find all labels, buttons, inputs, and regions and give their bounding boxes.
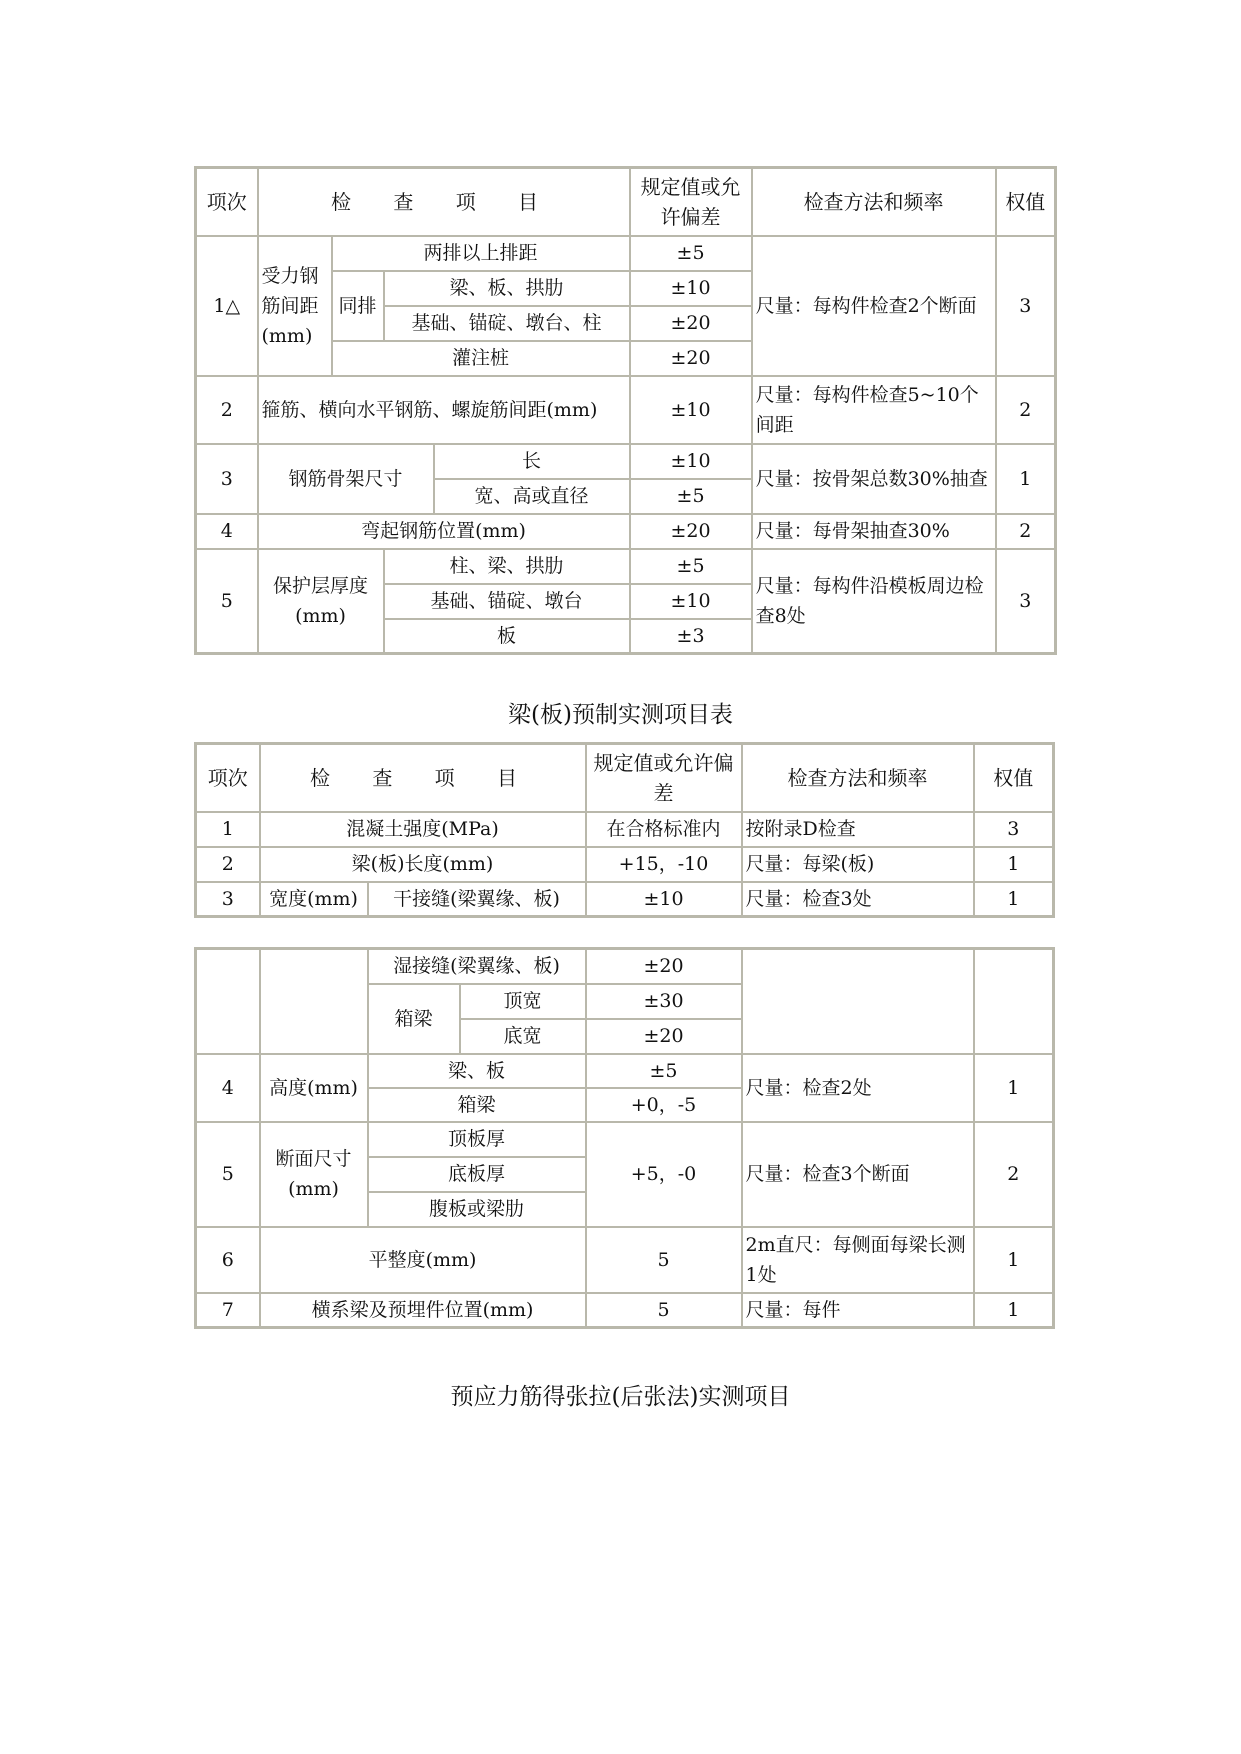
- sub-item: 顶板厚: [368, 1122, 586, 1157]
- sub-item: 基础、锚碇、墩台、柱: [384, 306, 630, 341]
- sub-item: 两排以上排距: [332, 236, 630, 271]
- allowed-value: 5: [586, 1293, 742, 1328]
- allowed-value: ±20: [630, 341, 752, 376]
- weight: 1: [974, 1054, 1054, 1122]
- weight-empty: [974, 949, 1054, 1054]
- sub-item: 板: [384, 619, 630, 654]
- check-method: 尺量：每梁(板): [742, 847, 974, 882]
- allowed-value: ±5: [630, 236, 752, 271]
- weight: 1: [974, 847, 1054, 882]
- allowed-value: ±10: [630, 584, 752, 619]
- check-method: 尺量：每骨架抽查30%: [752, 514, 996, 549]
- weight: 2: [996, 514, 1056, 549]
- header-item-no: 项次: [196, 744, 260, 812]
- weight: 1: [974, 1293, 1054, 1328]
- row-number: 7: [196, 1293, 260, 1328]
- allowed-value: 5: [586, 1227, 742, 1293]
- check-item: 梁(板)长度(mm): [260, 847, 586, 882]
- check-method: 尺量：检查3处: [742, 882, 974, 917]
- allowed-value: ±30: [586, 984, 742, 1019]
- check-method-empty: [742, 949, 974, 1054]
- row-number: 3: [196, 882, 260, 917]
- weight: 2: [974, 1122, 1054, 1227]
- sub-item: 梁、板: [368, 1054, 586, 1088]
- weight: 1: [974, 1227, 1054, 1293]
- row-number: 5: [196, 1122, 260, 1227]
- check-method: 尺量：每构件检查5~10个间距: [752, 376, 996, 444]
- row-number: 2: [196, 847, 260, 882]
- check-item: 弯起钢筋位置(mm): [258, 514, 630, 549]
- weight: 1: [996, 444, 1056, 514]
- group-label: 受力钢筋间距(mm): [258, 236, 332, 376]
- sub-item: 底宽: [460, 1019, 586, 1054]
- weight: 2: [996, 376, 1056, 444]
- caption-precast-beam: 梁(板)预制实测项目表: [508, 702, 733, 728]
- check-method: 尺量：检查3个断面: [742, 1122, 974, 1227]
- sub-item: 顶宽: [460, 984, 586, 1019]
- check-method: 尺量：每件: [742, 1293, 974, 1328]
- header-check-item: 检 查 项 目: [258, 168, 630, 236]
- sub-item: 长: [434, 444, 630, 479]
- sub-item: 箱梁: [368, 1088, 586, 1122]
- check-item: 箍筋、横向水平钢筋、螺旋筋间距(mm): [258, 376, 630, 444]
- check-method: 尺量：每构件检查2个断面: [752, 236, 996, 376]
- header-weight: 权值: [974, 744, 1054, 812]
- precast-beam-table: [194, 742, 1055, 918]
- group-label: 高度(mm): [260, 1054, 368, 1122]
- header-method: 检查方法和频率: [742, 744, 974, 812]
- header-allowed-value: 规定值或允许偏差: [586, 744, 742, 812]
- allowed-value: ±5: [630, 549, 752, 584]
- sub-item: 柱、梁、拱肋: [384, 549, 630, 584]
- sub-item: 梁、板、拱肋: [384, 271, 630, 306]
- sub-item: 宽、高或直径: [434, 479, 630, 514]
- sub-item: 基础、锚碇、墩台: [384, 584, 630, 619]
- allowed-value: ±10: [630, 376, 752, 444]
- check-method: 按附录D检查: [742, 812, 974, 847]
- row-number: 5: [196, 549, 258, 654]
- sub-item: 灌注桩: [332, 341, 630, 376]
- row-number: 1: [196, 812, 260, 847]
- allowed-value: ±5: [630, 479, 752, 514]
- group-label-empty: [260, 949, 368, 1054]
- group-label: 断面尺寸(mm): [260, 1122, 368, 1227]
- allowed-value: +0，-5: [586, 1088, 742, 1122]
- sub-item: 腹板或梁肋: [368, 1192, 586, 1227]
- caption-prestress-tension: 预应力筋得张拉(后张法)实测项目: [450, 1384, 791, 1410]
- same-row-label: 同排: [332, 271, 384, 341]
- row-number: 4: [196, 514, 258, 549]
- header-allowed-value: 规定值或允许偏差: [630, 168, 752, 236]
- check-item: 横系梁及预埋件位置(mm): [260, 1293, 586, 1328]
- reinforcement-table-body: [194, 166, 1057, 655]
- allowed-value: ±10: [630, 444, 752, 479]
- precast-beam-table-continued: [194, 947, 1055, 1329]
- header-method: 检查方法和频率: [752, 168, 996, 236]
- check-method: 尺量：每构件沿模板周边检查8处: [752, 549, 996, 654]
- header-check-item: 检 查 项 目: [260, 744, 586, 812]
- row-number: 6: [196, 1227, 260, 1293]
- allowed-value: ±20: [630, 306, 752, 341]
- allowed-value: ±20: [586, 949, 742, 984]
- allowed-value: ±10: [586, 882, 742, 917]
- header-item-no: 项次: [196, 168, 258, 236]
- check-method: 尺量：检查2处: [742, 1054, 974, 1122]
- weight: 3: [974, 812, 1054, 847]
- allowed-value: ±20: [586, 1019, 742, 1054]
- allowed-value: ±3: [630, 619, 752, 654]
- row-number-empty: [196, 949, 260, 1054]
- check-item: 平整度(mm): [260, 1227, 586, 1293]
- header-weight: 权值: [996, 168, 1056, 236]
- row-number: 3: [196, 444, 258, 514]
- weight: 3: [996, 549, 1056, 654]
- allowed-value: ±20: [630, 514, 752, 549]
- weight: 3: [996, 236, 1056, 376]
- row-number: 2: [196, 376, 258, 444]
- allowed-value: 在合格标准内: [586, 812, 742, 847]
- check-item: 混凝土强度(MPa): [260, 812, 586, 847]
- sub-item: 底板厚: [368, 1157, 586, 1192]
- allowed-value: +15，-10: [586, 847, 742, 882]
- check-method: 2m直尺：每侧面每梁长测1处: [742, 1227, 974, 1293]
- allowed-value: ±10: [630, 271, 752, 306]
- sub-item: 湿接缝(梁翼缘、板): [368, 949, 586, 984]
- row-number: 1△: [196, 236, 258, 376]
- group-label: 宽度(mm): [260, 882, 368, 917]
- weight: 1: [974, 882, 1054, 917]
- group-label: 钢筋骨架尺寸: [258, 444, 434, 514]
- row-number: 4: [196, 1054, 260, 1122]
- allowed-value: +5，-0: [586, 1122, 742, 1227]
- sub-item: 干接缝(梁翼缘、板): [368, 882, 586, 917]
- check-method: 尺量：按骨架总数30%抽查: [752, 444, 996, 514]
- group-label: 保护层厚度(mm): [258, 549, 384, 654]
- box-girder-label: 箱梁: [368, 984, 460, 1054]
- allowed-value: ±5: [586, 1054, 742, 1088]
